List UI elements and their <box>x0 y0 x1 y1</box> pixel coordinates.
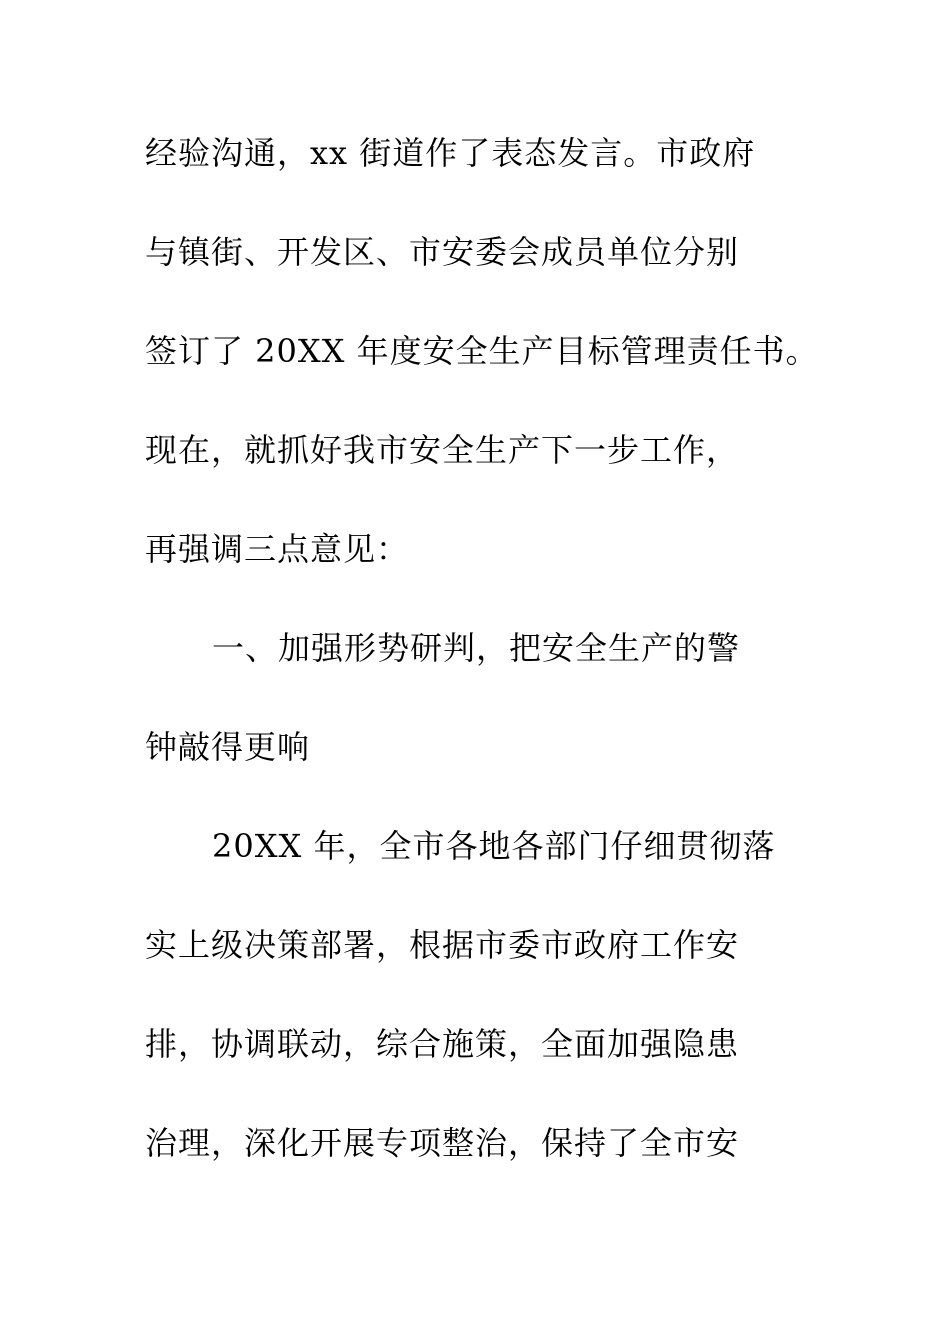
text-line-1: 经验沟通，xx 街道作了表态发言。市政府 <box>145 134 756 172</box>
paragraph-line-2: 实上级决策部署，根据市委市政府工作安 <box>145 926 740 964</box>
paragraph-line-1: 20XX 年，全市各地各部门仔细贯彻落 <box>212 827 776 865</box>
text-line-3: 签订了 20XX 年度安全生产目标管理责任书。 <box>145 332 819 370</box>
section-heading-line-2: 钟敲得更响 <box>145 728 311 766</box>
paragraph-line-3: 排，协调联动，综合施策，全面加强隐患 <box>145 1025 740 1063</box>
text-line-4: 现在，就抓好我市安全生产下一步工作， <box>145 431 740 469</box>
text-line-5: 再强调三点意见： <box>145 530 410 568</box>
section-heading-line-1: 一、加强形势研判，把安全生产的警 <box>212 629 741 667</box>
text-line-2: 与镇街、开发区、市安委会成员单位分别 <box>145 233 740 271</box>
paragraph-line-4: 治理，深化开展专项整治，保持了全市安 <box>145 1124 740 1162</box>
